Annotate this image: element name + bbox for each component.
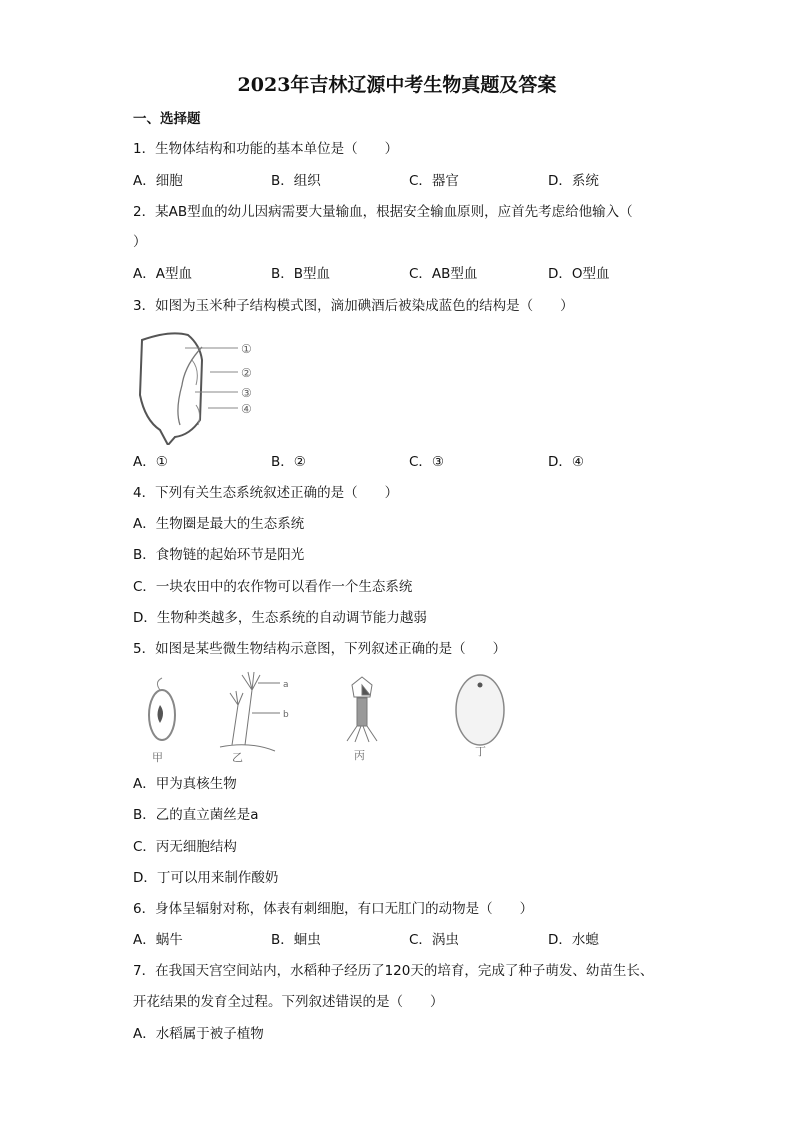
microorganisms-figure — [140, 665, 520, 765]
figure-label: a — [283, 680, 289, 690]
question-4-stem: 4．下列有关生态系统叙述正确的是（ ） — [133, 485, 399, 501]
option: D．④ — [548, 454, 584, 470]
question-6-stem: 6．身体呈辐射对称，体表有刺细胞，有口无肛门的动物是（ ） — [133, 901, 534, 917]
option: C．涡虫 — [409, 932, 459, 948]
option: A．生物圈是最大的生态系统 — [133, 516, 305, 532]
option: A．A型血 — [133, 266, 192, 282]
option: B．蛔虫 — [271, 932, 321, 948]
question-2-stem-cont: ） — [133, 234, 147, 250]
option: C．一块农田中的农作物可以看作一个生态系统 — [133, 579, 413, 595]
option: C．丙无细胞结构 — [133, 839, 237, 855]
option: D．系统 — [548, 173, 599, 189]
figure-label: 乙 — [232, 751, 243, 764]
figure-label: 丙 — [354, 749, 365, 762]
option: B．② — [271, 454, 306, 470]
section-heading: 一、选择题 — [133, 111, 201, 127]
figure-label: 丁 — [475, 745, 486, 758]
option: A．蜗牛 — [133, 932, 183, 948]
option: C．器官 — [409, 173, 459, 189]
question-2-stem: 2．某AB型血的幼儿因病需要大量输血，根据安全输血原则，应首先考虑给他输入（ — [133, 204, 633, 220]
option: B．组织 — [271, 173, 321, 189]
option: B．食物链的起始环节是阳光 — [133, 547, 305, 563]
option: D．生物种类越多，生态系统的自动调节能力越弱 — [133, 610, 427, 626]
question-7-stem: 7．在我国天宫空间站内，水稻种子经历了120天的培育，完成了种子萌发、幼苗生长、 — [133, 963, 654, 979]
option: A．甲为真核生物 — [133, 776, 237, 792]
option: B．乙的直立菌丝是a — [133, 807, 259, 823]
option: A．① — [133, 454, 168, 470]
option: D．O型血 — [548, 266, 610, 282]
yeast-drawing — [456, 675, 504, 745]
mold-drawing — [220, 672, 280, 751]
figure-label: ③ — [241, 386, 252, 400]
figure-label: ② — [241, 366, 252, 380]
option: C．AB型血 — [409, 266, 478, 282]
figure-label: b — [283, 710, 289, 720]
corn-seed-figure — [130, 325, 260, 445]
option: A．细胞 — [133, 173, 183, 189]
question-1-stem: 1．生物体结构和功能的基本单位是（ ） — [133, 141, 399, 157]
option: A．水稻属于被子植物 — [133, 1026, 264, 1042]
figure-label: 甲 — [152, 751, 163, 764]
virus-drawing — [347, 677, 377, 742]
document-title: 2023年吉林辽源中考生物真题及答案 — [237, 74, 557, 96]
option: D．丁可以用来制作酸奶 — [133, 870, 279, 886]
bacterium-drawing — [149, 678, 175, 740]
question-7-stem-cont: 开花结果的发育全过程。下列叙述错误的是（ ） — [133, 994, 444, 1010]
option: B．B型血 — [271, 266, 331, 282]
figure-label: ④ — [241, 402, 252, 416]
figure-label: ① — [241, 342, 252, 356]
question-5-stem: 5．如图是某些微生物结构示意图，下列叙述正确的是（ ） — [133, 641, 507, 657]
option: D．水螅 — [548, 932, 599, 948]
question-3-stem: 3．如图为玉米种子结构模式图，滴加碘酒后被染成蓝色的结构是（ ） — [133, 298, 574, 314]
option: C．③ — [409, 454, 445, 470]
